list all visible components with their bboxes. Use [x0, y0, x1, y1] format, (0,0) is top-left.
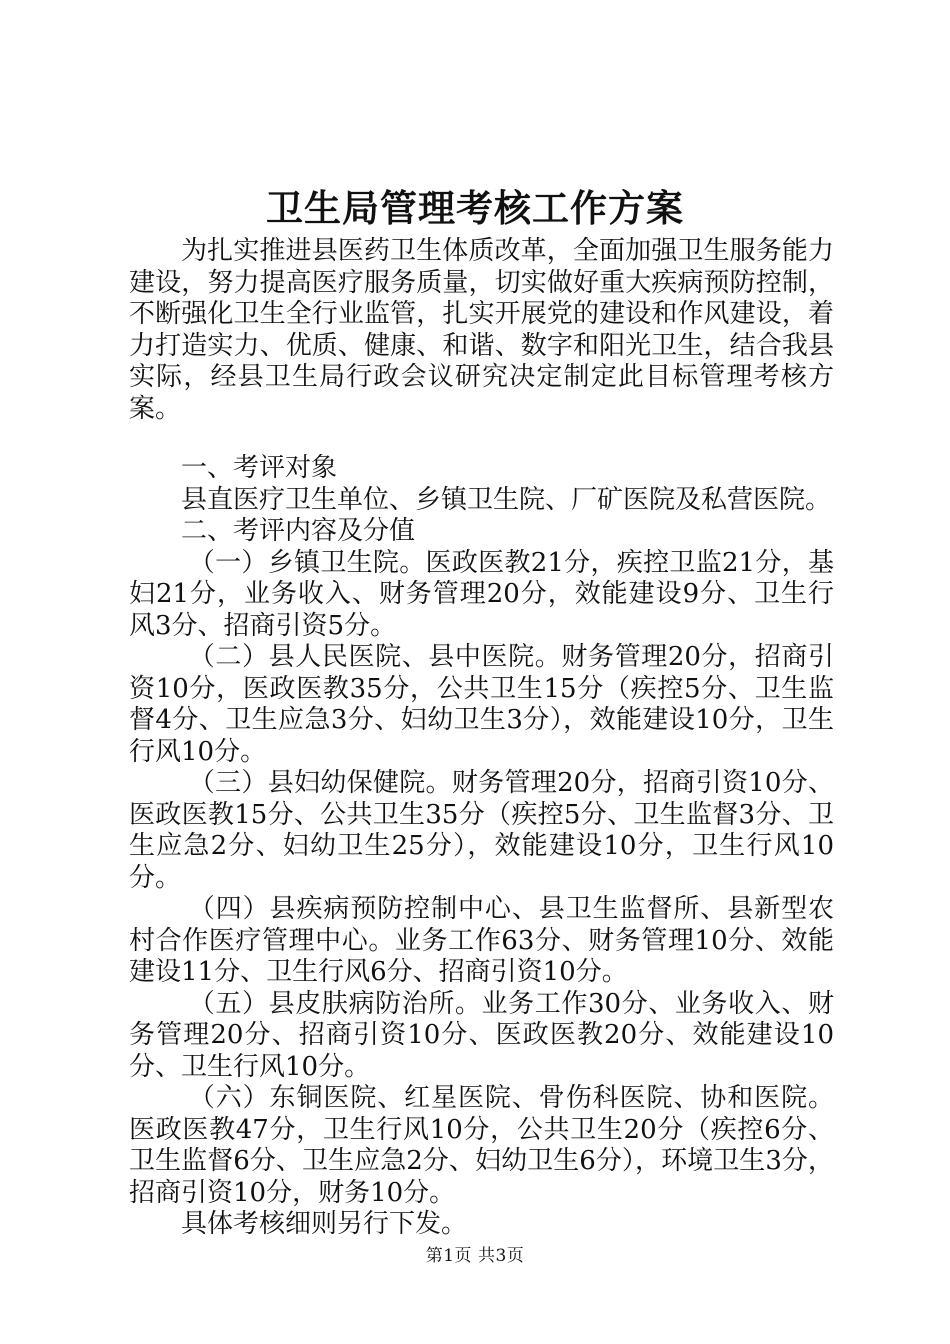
- page-indicator: 第1页 共3页: [425, 1246, 525, 1266]
- item-county-hospitals: （二）县人民医院、县中医院。财务管理20分，招商引资10分，医政医教35分，公共卫生15分（疾控5分、卫生监督4分、卫生应急3分、妇幼卫生3分），效能建设10分，卫生行风10分。: [129, 642, 834, 767]
- section-heading-evaluation-targets: 一、考评对象: [181, 453, 338, 483]
- document-body: [129, 236, 834, 1241]
- item-maternal-child-hospital: （三）县妇幼保健院。财务管理20分，招商引资10分、医政医教15分、公共卫生35分（疾控5分、卫生监督3分、卫生应急2分、妇幼卫生25分），效能建设10分，卫生行风10分。: [129, 768, 834, 893]
- item-dermatology-clinic: （五）县皮肤病防治所。业务工作30分、业务收入、财务管理20分、招商引资10分、医政医教20分、效能建设10分、卫生行风10分。: [129, 988, 834, 1082]
- item-disease-control-center: （四）县疾病预防控制中心、县卫生监督所、县新型农村合作医疗管理中心。业务工作63分、财务管理10分、效能建设11分、卫生行风6分、招商引资10分。: [129, 894, 834, 987]
- evaluation-targets-paragraph: 县直医疗卫生单位、乡镇卫生院、厂矿医院及私营医院。: [181, 484, 832, 515]
- section-heading-evaluation-content: 二、考评内容及分值: [181, 516, 416, 546]
- intro-paragraph: 为扎实推进县医药卫生体质改革，全面加强卫生服务能力建设，努力提高医疗服务质量，切实做好重大疾病预防控制，不断强化卫生全行业监管，扎实开展党的建设和作风建设，着力打造实力、优质、健康、和谐、数字和阳光卫生，结合我县实际，经县卫生局行政会议研究决定制定此目标管理考核方案。: [129, 236, 834, 424]
- item-township-hospitals: （一）乡镇卫生院。医政医教21分，疾控卫监21分，基妇21分，业务收入、财务管理20分，效能建设9分、卫生行风3分、招商引资5分。: [129, 547, 834, 641]
- item-private-hospitals: （六）东铜医院、红星医院、骨伤科医院、协和医院。医政医教47分，卫生行风10分，公共卫生20分（疾控6分、卫生监督6分、卫生应急2分、妇幼卫生6分），环境卫生3分，招商引资10分，财务10分。: [129, 1083, 834, 1208]
- closing-paragraph: 具体考核细则另行下发。: [181, 1209, 468, 1239]
- document-title: 卫生局管理考核工作方案: [266, 186, 684, 230]
